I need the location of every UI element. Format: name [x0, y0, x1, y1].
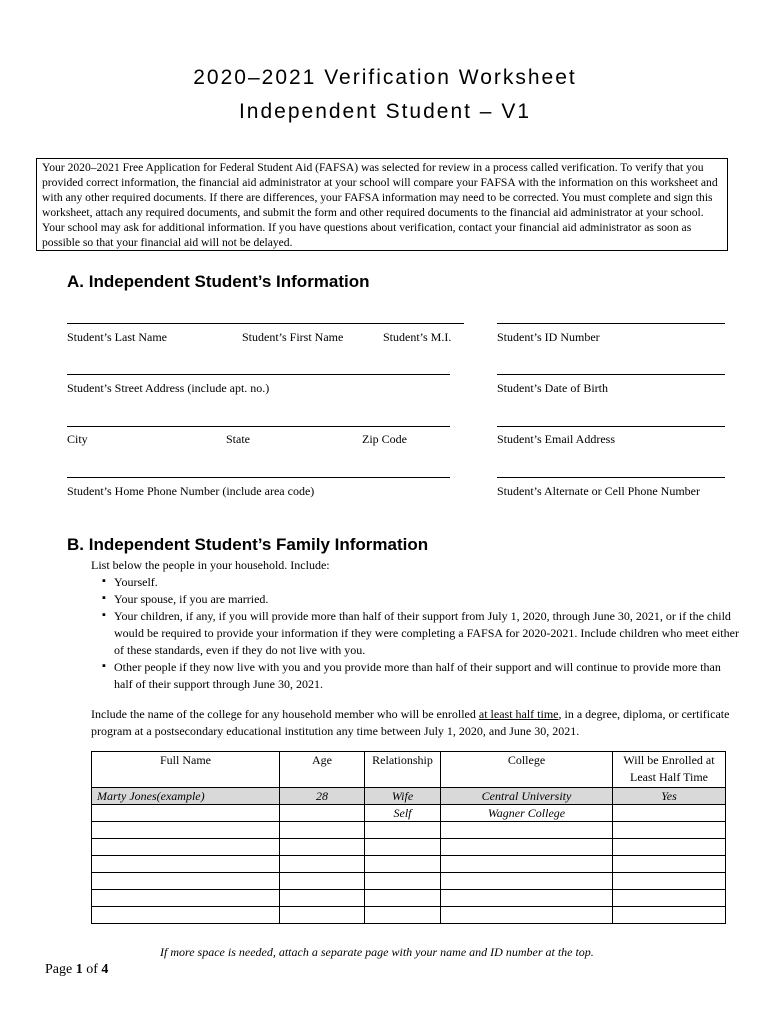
- dob-label: Student’s Date of Birth: [497, 381, 608, 395]
- table-cell[interactable]: [92, 873, 280, 890]
- table-cell[interactable]: [280, 822, 365, 839]
- state-label: State: [226, 432, 250, 446]
- table-cell[interactable]: [365, 907, 441, 924]
- dob-line[interactable]: [497, 374, 725, 375]
- table-row[interactable]: [92, 873, 726, 890]
- college-note-post: , in a degree, diploma, or certificate program at a postsecondary educational institution any time between July 1, 2020, and June 30, 2021.: [91, 707, 730, 738]
- college-note-underline: at least half time: [478, 707, 559, 721]
- self-relationship: Self: [365, 805, 441, 822]
- list-item: ▪ Other people if they now live with you and you provide more than half of their support and will continue to provide more than half of their support through June 30, 2021.: [102, 659, 742, 693]
- alt-phone-line[interactable]: [497, 477, 725, 478]
- zip-label: Zip Code: [362, 432, 407, 446]
- table-cell[interactable]: [613, 873, 726, 890]
- college-note: [91, 706, 731, 739]
- page-of: of: [82, 962, 102, 977]
- table-cell[interactable]: [441, 856, 613, 873]
- email-label: Student’s Email Address: [497, 432, 615, 446]
- table-cell[interactable]: [613, 839, 726, 856]
- list-item: ▪ Your spouse, if you are married.: [102, 591, 742, 608]
- home-phone-label: Student’s Home Phone Number (include area code): [67, 484, 315, 498]
- table-row[interactable]: [92, 907, 726, 924]
- col-college: College: [441, 752, 613, 788]
- table-cell[interactable]: [92, 890, 280, 907]
- table-cell[interactable]: [280, 873, 365, 890]
- table-cell[interactable]: [92, 907, 280, 924]
- table-cell[interactable]: [365, 839, 441, 856]
- table-cell[interactable]: [613, 822, 726, 839]
- list-item: ▪ Yourself.: [102, 574, 742, 591]
- table-cell[interactable]: [441, 822, 613, 839]
- table-cell[interactable]: [613, 856, 726, 873]
- table-cell[interactable]: [365, 856, 441, 873]
- table-cell[interactable]: [613, 805, 726, 822]
- table-cell[interactable]: [365, 822, 441, 839]
- last-name-label: Student’s Last Name: [67, 330, 167, 344]
- table-cell[interactable]: [441, 890, 613, 907]
- page-total: 4: [101, 962, 109, 977]
- table-cell[interactable]: [280, 907, 365, 924]
- name-line[interactable]: [67, 323, 464, 324]
- col-half-time: Will be Enrolled at Least Half Time: [613, 752, 726, 788]
- example-relationship: Wife: [365, 788, 441, 805]
- id-number-label: Student’s ID Number: [497, 330, 600, 344]
- table-row[interactable]: [92, 805, 726, 822]
- mi-label: Student’s M.I.: [383, 330, 452, 344]
- first-name-label: Student’s First Name: [242, 330, 344, 344]
- page-number: [45, 962, 108, 978]
- col-relationship: Relationship: [365, 752, 441, 788]
- col-full-name: Full Name: [92, 752, 280, 788]
- table-cell[interactable]: [365, 873, 441, 890]
- example-half-time: Yes: [613, 788, 726, 805]
- city-state-zip-line[interactable]: [67, 426, 450, 427]
- table-row: [92, 788, 726, 805]
- household-bullet-list: [102, 574, 742, 693]
- table-cell[interactable]: [365, 890, 441, 907]
- table-cell[interactable]: [92, 839, 280, 856]
- list-item: ▪ Your children, if any, if you will provide more than half of their support from July 1, 2020, through June 30, 2021, or if the child would be required to provide your information if they were completing a FAFSA for 2020-2021. Include children who meet either of these standards, even if they do not live with you.: [102, 608, 742, 659]
- table-row[interactable]: [92, 856, 726, 873]
- col-age: Age: [280, 752, 365, 788]
- table-cell[interactable]: [280, 839, 365, 856]
- table-cell[interactable]: [613, 890, 726, 907]
- table-cell[interactable]: [92, 805, 280, 822]
- table-cell[interactable]: [441, 907, 613, 924]
- intro-box: Your 2020–2021 Free Application for Federal Student Aid (FAFSA) was selected for review in a process called verification. To verify that you provided correct information, the financial aid administrator at your school will compare your FAFSA with the information on this worksheet and with any other required documents. If there are differences, your FAFSA information may need to be corrected. You must complete and sign this worksheet, attach any required documents, and submit the form and other required documents to the financial aid administrator at your school. Your school may ask for additional information. If you have questions about verification, contact your financial aid administrator as soon as possible so that your financial aid will not be delayed.: [36, 158, 728, 251]
- household-table: [91, 751, 726, 924]
- page-prefix: Page: [45, 962, 76, 977]
- table-row[interactable]: [92, 890, 726, 907]
- alt-phone-label: Student’s Alternate or Cell Phone Number: [497, 484, 700, 498]
- table-footnote: If more space is needed, attach a separate page with your name and ID number at the top.: [160, 945, 594, 959]
- table-cell[interactable]: [441, 873, 613, 890]
- college-note-pre: Include the name of the college for any household member who will be enrolled: [91, 707, 479, 721]
- city-label: City: [67, 432, 88, 446]
- table-cell[interactable]: [441, 839, 613, 856]
- table-row[interactable]: [92, 839, 726, 856]
- self-college: Wagner College: [441, 805, 613, 822]
- table-cell[interactable]: [613, 907, 726, 924]
- home-phone-line[interactable]: [67, 477, 450, 478]
- table-row[interactable]: [92, 822, 726, 839]
- id-number-line[interactable]: [497, 323, 725, 324]
- section-b-title: B. Independent Student’s Family Information: [67, 535, 429, 554]
- email-line[interactable]: [497, 426, 725, 427]
- worksheet-title: 2020–2021 Verification Worksheet: [193, 66, 577, 89]
- example-age: 28: [280, 788, 365, 805]
- household-list-intro: List below the people in your household. Include:: [91, 558, 330, 572]
- example-college: Central University: [441, 788, 613, 805]
- table-cell[interactable]: [92, 856, 280, 873]
- table-cell[interactable]: [92, 822, 280, 839]
- page-current: 1: [75, 962, 83, 977]
- table-cell[interactable]: [280, 856, 365, 873]
- street-line[interactable]: [67, 374, 450, 375]
- table-cell[interactable]: [280, 890, 365, 907]
- table-cell[interactable]: [280, 805, 365, 822]
- example-name: Marty Jones(example): [92, 788, 280, 805]
- street-label: Student’s Street Address (include apt. no.): [67, 381, 270, 395]
- worksheet-subtitle: Independent Student – V1: [238, 100, 532, 123]
- section-a-title: A. Independent Student’s Information: [67, 272, 370, 291]
